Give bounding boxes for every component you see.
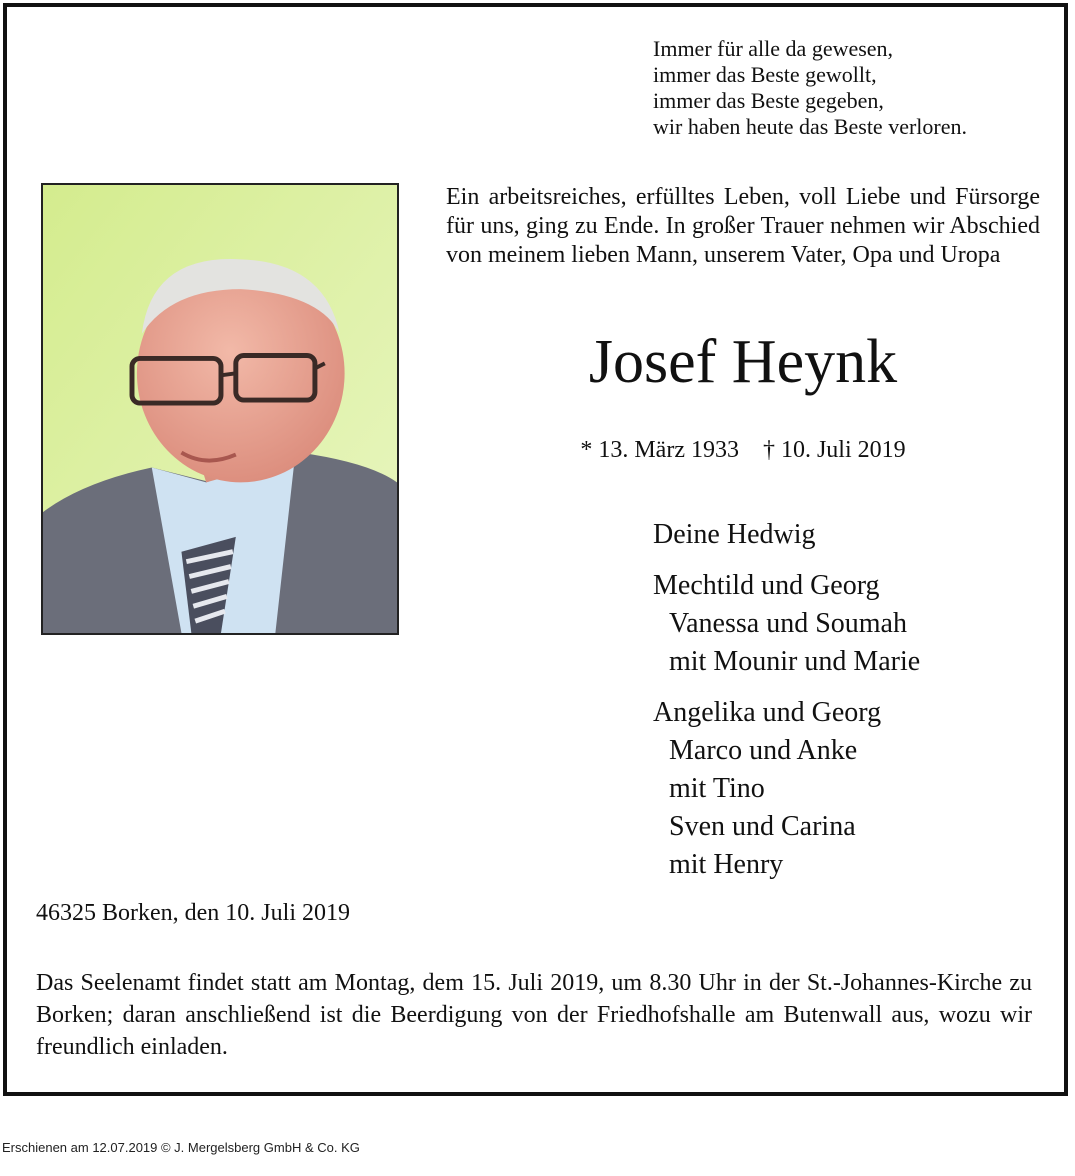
life-dates: [446, 434, 1040, 466]
birth-date: * 13. März 1933: [580, 437, 739, 463]
family-group: [653, 567, 920, 681]
intro-text: Ein arbeitsreiches, erfülltes Leben, voll Liebe und Fürsorge für uns, ging zu Ende. In großer Trauer nehmen wir Abschied von meinem lieben Mann, unserem Vater, Opa und Uropa: [446, 184, 1040, 268]
family-member: mit Mounir und Marie: [669, 646, 921, 677]
family-spouse: Deine Hedwig: [653, 519, 816, 550]
portrait-photo: [41, 183, 399, 635]
family-head: Angelika und Georg: [653, 697, 882, 728]
poem-line: wir haben heute das Beste verloren.: [653, 114, 967, 139]
family-list: [653, 516, 920, 897]
family-member: Vanessa und Soumah: [669, 608, 907, 639]
death-date: † 10. Juli 2019: [762, 437, 906, 463]
family-group: [653, 694, 920, 884]
family-member: Sven und Carina: [669, 811, 856, 842]
family-head: Mechtild und Georg: [653, 570, 880, 601]
family-member: Marco und Anke: [669, 735, 858, 766]
publication-footer: Erschienen am 12.07.2019 © J. Mergelsberg GmbH & Co. KG: [2, 1140, 360, 1155]
deceased-name: Josef Heynk: [588, 328, 898, 396]
poem-line: Immer für alle da gewesen,: [653, 36, 894, 61]
poem-line: immer das Beste gegeben,: [653, 88, 884, 113]
family-group: [653, 516, 920, 554]
service-text: Das Seelenamt findet statt am Montag, dem 15. Juli 2019, um 8.30 Uhr in der St.-Johannes-Kirche zu Borken; daran anschließend ist die Beerdigung von der Friedhofshalle am Butenwall aus, wozu wir freundlich einladen.: [36, 970, 1032, 1060]
family-member: mit Tino: [669, 773, 765, 804]
place-date: 46325 Borken, den 10. Juli 2019: [36, 900, 350, 926]
poem-line: immer das Beste gewollt,: [653, 62, 877, 87]
family-member: mit Henry: [669, 849, 784, 880]
poem: [653, 36, 967, 140]
